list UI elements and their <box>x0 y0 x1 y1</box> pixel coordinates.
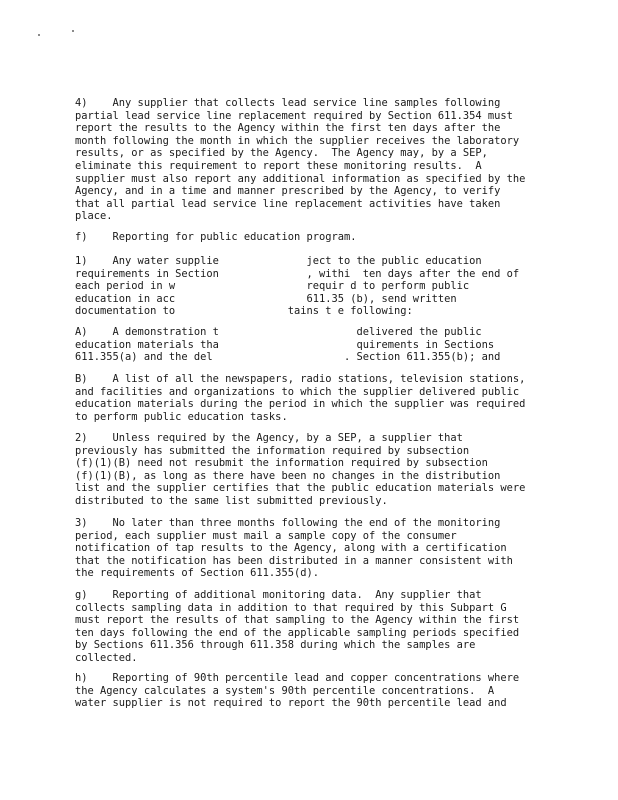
text-line: 2) Unless required by the Agency, by a SEP, a supplier that <box>75 432 463 444</box>
text-line: place. <box>75 210 113 223</box>
text-line: education materials during the period in which the supplier was required <box>75 398 526 411</box>
text-line: report the results to the Agency within the first ten days after the <box>75 122 501 135</box>
text-line: A) A demonstration t delivered the public <box>75 326 482 338</box>
text-line: list and the supplier certifies that the public education materials were <box>75 482 526 495</box>
paragraph-h <box>75 672 545 710</box>
text-line: that all partial lead service line replacement activities have taken <box>75 197 501 210</box>
text-line: h) Reporting of 90th percentile lead and copper concentrations where <box>75 672 520 684</box>
text-line: that the notification has been distributed in a manner consistent with <box>75 554 513 567</box>
text-line: results, or as specified by the Agency. The Agency may, by a SEP, <box>75 147 488 160</box>
text-line: water supplier is not required to report the 90th percentile lead and <box>75 697 507 710</box>
scan-speck <box>72 30 74 32</box>
text-line: distributed to the same list submitted previously. <box>75 494 388 507</box>
paragraph-f1-B <box>75 373 545 423</box>
paragraph-f3 <box>75 517 545 580</box>
text-line: Agency, and in a time and manner prescribed by the Agency, to verify <box>75 185 501 198</box>
text-line: documentation to tains t e following: <box>75 305 413 318</box>
text-line: g) Reporting of additional monitoring data. Any supplier that <box>75 589 482 601</box>
text-line: month following the month in which the supplier receives the laboratory <box>75 134 520 147</box>
text-line: B) A list of all the newspapers, radio stations, television stations, <box>75 373 526 385</box>
paragraph-g <box>75 589 545 665</box>
text-line: by Sections 611.356 through 611.358 during which the samples are <box>75 639 476 652</box>
text-line: collects sampling data in addition to that required by this Subpart G <box>75 601 507 614</box>
text-line: partial lead service line replacement required by Section 611.354 must <box>75 109 513 122</box>
text-line: ten days following the end of the applicable sampling periods specified <box>75 626 520 639</box>
text-line: the requirements of Section 611.355(d). <box>75 567 319 580</box>
text-line: 4) Any supplier that collects lead service line samples following <box>75 97 501 109</box>
text-line: 3) No later than three months following the end of the monitoring <box>75 517 501 529</box>
text-line: the Agency calculates a system's 90th percentile concentrations. A <box>75 684 495 697</box>
text-line: supplier must also report any additional information as specified by the <box>75 172 526 185</box>
text-line: education in acc 611.35 (b), send written <box>75 292 457 305</box>
paragraph-f2 <box>75 432 545 508</box>
text-line: collected. <box>75 651 138 664</box>
text-line: eliminate this requirement to report these monitoring results. A <box>75 159 482 172</box>
text-line: requirements in Section , withi ten days after the end of <box>75 267 520 280</box>
text-line: to perform public education tasks. <box>75 410 288 423</box>
text-line: each period in w requir d to perform public <box>75 280 470 293</box>
text-line: (f)(1)(B), as long as there have been no changes in the distribution <box>75 469 501 482</box>
paragraph-f1 <box>75 255 545 318</box>
scan-speck <box>38 34 40 36</box>
text-line: period, each supplier must mail a sample copy of the consumer <box>75 529 457 542</box>
text-line: previously has submitted the information required by subsection <box>75 444 470 457</box>
text-line: 611.355(a) and the del . Section 611.355(b); and <box>75 351 501 364</box>
text-line: must report the results of that sampling to the Agency within the first <box>75 614 520 627</box>
paragraph-e4 <box>75 97 545 223</box>
text-line: 1) Any water supplie ject to the public education <box>75 255 482 267</box>
paragraph-f-heading <box>75 231 545 244</box>
text-line: education materials tha quirements in Sections <box>75 338 495 351</box>
text-line: and facilities and organizations to which the supplier delivered public <box>75 385 520 398</box>
text-line: f) Reporting for public education program. <box>75 231 357 243</box>
text-line: (f)(1)(B) need not resubmit the information required by subsection <box>75 457 488 470</box>
paragraph-f1-A <box>75 326 545 364</box>
text-line: notification of tap results to the Agency, along with a certification <box>75 542 507 555</box>
